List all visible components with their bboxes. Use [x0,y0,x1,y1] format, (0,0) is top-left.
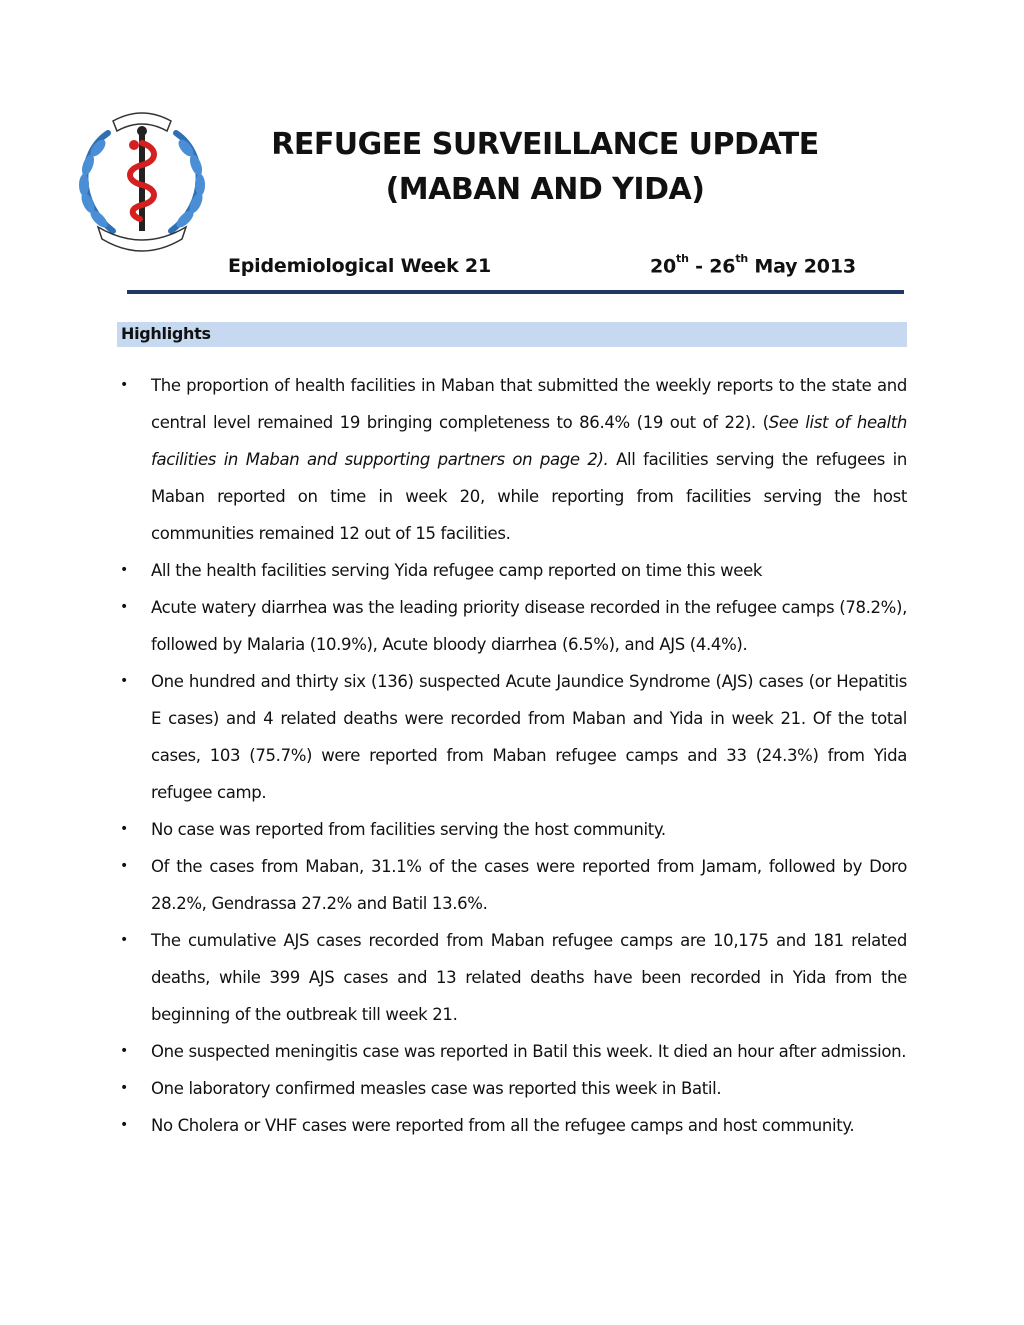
date-end-suffix: th [735,252,749,265]
list-item-text: Of the cases from Maban, 31.1% of the cases were reported from Jamam, followed by Doro 28.2%, Gendrassa 27.2% and Batil 13.6%. [151,857,907,913]
date-month-year: May 2013 [748,255,856,278]
list-item [117,811,907,848]
header-rule [127,290,904,294]
list-item [117,848,907,922]
list-item-text-continued: All facilities serving the refugees in Maban reported on time in week 20, while reporting from facilities serving the host communities remained 12 out of 15 facilities. [151,450,907,543]
highlights-list [117,367,907,1144]
bullet-icon: • [120,821,128,837]
list-item-text: No Cholera or VHF cases were reported from all the refugee camps and host community. [151,1116,855,1135]
bullet-icon: • [120,932,128,948]
bullet-icon: • [120,377,128,393]
ministry-of-health-emblem-icon [68,103,216,253]
highlights-heading: Highlights [121,324,211,343]
bullet-icon: • [120,673,128,689]
bullet-icon: • [120,1080,128,1096]
list-item-text: One laboratory confirmed measles case was reported this week in Batil. [151,1079,722,1098]
title-line-1: REFUGEE SURVEILLANCE UPDATE [271,127,819,162]
list-item [117,1033,907,1070]
highlights-heading-bar [117,322,907,347]
report-title [230,122,860,212]
bullet-icon: • [120,1117,128,1133]
list-item-text: One suspected meningitis case was reported in Batil this week. It died an hour after admission. [151,1042,907,1061]
list-item-italic-text: See list of health facilities in Maban and supporting partners on page 2). [151,413,907,469]
list-item-text: The cumulative AJS cases recorded from Maban refugee camps are 10,175 and 181 related deaths, while 399 AJS cases and 13 related deaths have been recorded in Yida from the beginning of the outbreak till week 21. [151,931,907,1024]
bullet-icon: • [120,599,128,615]
list-item [117,663,907,811]
bullet-icon: • [120,1043,128,1059]
epi-week-label: Epidemiological Week 21 [228,255,491,277]
list-item-text: Acute watery diarrhea was the leading priority disease recorded in the refugee camps (78.2%), followed by Malaria (10.9%), Acute bloody diarrhea (6.5%), and AJS (4.4%). [151,598,907,654]
bullet-icon: • [120,562,128,578]
date-start-suffix: th [676,252,689,265]
list-item [117,1107,907,1144]
ministry-of-health-logo [68,103,216,253]
date-separator: - 26 [688,255,736,278]
list-item [117,367,907,552]
list-item-text: One hundred and thirty six (136) suspected Acute Jaundice Syndrome (AJS) cases (or Hepatitis E cases) and 4 related deaths were recorded from Maban and Yida in week 21. Of the total cases, 103 (75.7%) were reported from Maban refugee camps and 33 (24.3%) from Yida refugee camp. [151,672,907,802]
title-line-2: (MABAN AND YIDA) [385,172,705,207]
list-item-text: All the health facilities serving Yida refugee camp reported on time this week [151,561,763,580]
date-range [650,252,856,278]
date-start: 20 [650,255,677,278]
list-item-text: The proportion of health facilities in Maban that submitted the weekly reports to the state and central level remained 19 bringing completeness to 86.4% (19 out of 22). ( [151,376,907,432]
list-item [117,922,907,1033]
list-item [117,552,907,589]
list-item [117,1070,907,1107]
bullet-icon: • [120,858,128,874]
list-item-text: No case was reported from facilities serving the host community. [151,820,666,839]
list-item [117,589,907,663]
